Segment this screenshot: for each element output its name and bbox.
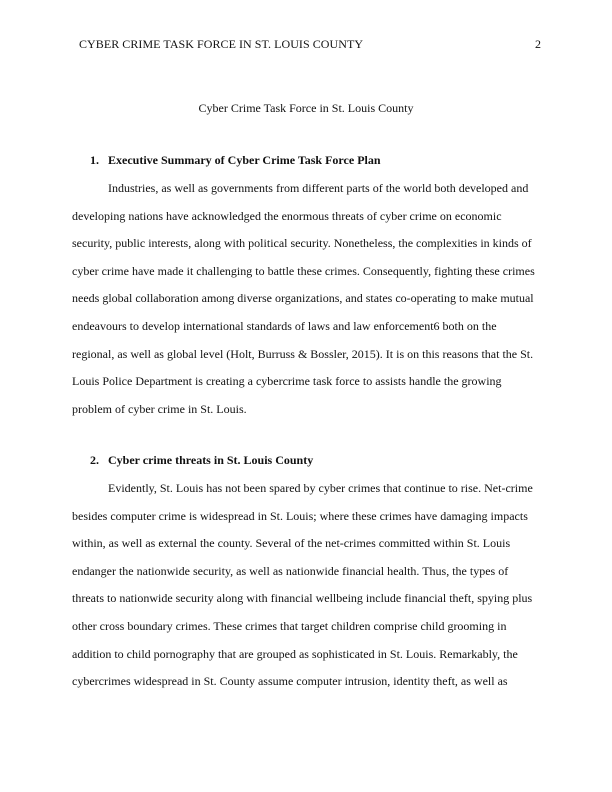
section-number: 2. [90, 453, 99, 467]
page-header [79, 36, 541, 52]
paragraph-line: problem of cyber crime in St. Louis. [72, 401, 247, 416]
paragraph-line: needs global collaboration among diverse organizations, and states co-operating to make mutual [72, 291, 534, 306]
paragraph-line: Industries, as well as governments from different parts of the world both developed and [108, 181, 529, 195]
paragraph-line: security, public interests, along with political security. Nonetheless, the complexities in kinds of [72, 236, 532, 251]
running-head: CYBER CRIME TASK FORCE IN ST. LOUIS COUNTY [79, 37, 364, 51]
section-title: Cyber crime threats in St. Louis County [108, 453, 314, 467]
section-title: Executive Summary of Cyber Crime Task Force Plan [108, 153, 381, 167]
paragraph-line: besides computer crime is widespread in St. Louis; where these crimes have damaging impacts [72, 508, 528, 523]
paragraph-line: other cross boundary crimes. These crimes that target children comprise child grooming in [72, 619, 507, 633]
paragraph-line: Evidently, St. Louis has not been spared by cyber crimes that continue to rise. Net-crime [108, 481, 533, 495]
page-number: 2 [535, 37, 541, 51]
paragraph-line: Louis Police Department is creating a cybercrime task force to assists handle the growing [72, 374, 502, 389]
document-title: Cyber Crime Task Force in St. Louis County [198, 101, 414, 115]
section-heading-1 [90, 152, 381, 168]
paragraph-line: developing nations have acknowledged the enormous threats of cyber crime on economic [72, 208, 502, 223]
paragraph-line: regional, as well as global level (Holt, Burruss & Bossler, 2015). It is on this reasons that the St. [72, 346, 534, 361]
paragraph-line: threats to nationwide security along with financial wellbeing include financial theft, spying plus [72, 591, 533, 606]
paragraph-line: endanger the nationwide security, as well as nationwide financial health. Thus, the types of [72, 563, 509, 578]
paragraph-line: within, as well as external the county. Several of the net-crimes committed within St. Louis [72, 536, 511, 551]
paragraph-line: addition to child pornography that are grouped as sophisticated in St. Louis. Remarkably, the [72, 646, 518, 661]
paragraph-line: cybercrimes widespread in St. County assume computer intrusion, identity theft, as well as [72, 674, 508, 689]
paragraph-line: endeavours to develop international standards of laws and law enforcement6 both on the [72, 319, 497, 333]
section-heading-2 [90, 452, 313, 468]
paragraph-line: cyber crime have made it challenging to battle these crimes. Consequently, fighting these crimes [72, 263, 535, 278]
section-number: 1. [90, 153, 99, 167]
